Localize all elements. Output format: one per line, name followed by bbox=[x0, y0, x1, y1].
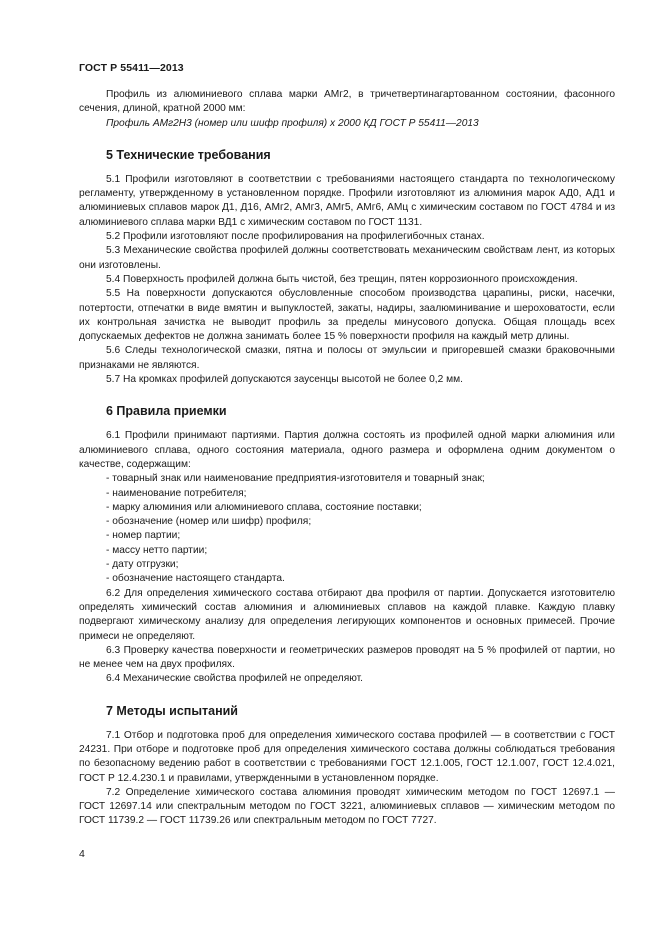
section-5-title: 5 Технические требования bbox=[106, 147, 271, 162]
clause-5-4: 5.4 Поверхность профилей должна быть чистой, без трещин, пятен коррозионного происхождения. bbox=[106, 273, 578, 285]
list-item: - дату отгрузки; bbox=[106, 559, 179, 571]
list-item: - наименование потребителя; bbox=[106, 487, 247, 499]
list-item: - марку алюминия или алюминиевого сплава, состояние поставки; bbox=[106, 501, 422, 513]
example-designation: Профиль АМг2Н3 (номер или шифр профиля) х 2000 КД ГОСТ Р 55411—2013 bbox=[106, 117, 479, 129]
clause-6-3: 6.3 Проверку качества поверхности и геометрических размеров проводят на 5 % профилей от партии, но не менее чем на двух профилях. bbox=[79, 644, 615, 671]
section-7-title: 7 Методы испытаний bbox=[106, 703, 238, 718]
clause-5-3: 5.3 Механические свойства профилей должны соответствовать механическим свойствам лент, из которых они изготовлены. bbox=[79, 245, 615, 271]
clause-5-1: 5.1 Профили изготовляют в соответствии с требованиями настоящего стандарта по технологическому регламенту, утвержденному в установленном порядке. Профили изготовляют из алюминия марок АД0, АД1 и алюминиевых сплавов марок Д1, Д16, АМг2, АМг3, АМг5, АМг6, АМц с химическим составом по ГОСТ 4784 и из алюминиевого сплава марки ВД1 с химическим составом по ГОСТ 1131. bbox=[79, 173, 615, 228]
section-6-title: 6 Правила приемки bbox=[106, 404, 227, 419]
clause-5-6: 5.6 Следы технологической смазки, пятна и полосы от эмульсии и пригоревшей смазки браковочными признаками не являются. bbox=[79, 345, 615, 371]
clause-6-1: 6.1 Профили принимают партиями. Партия должна состоять из профилей одной марки алюминия или алюминиевого сплава, одного состояния материала, одного размера и оформлена одним документом о качестве, содержащим: bbox=[79, 430, 615, 470]
clause-5-7: 5.7 На кромках профилей допускаются заусенцы высотой не более 0,2 мм. bbox=[106, 374, 463, 386]
list-item: - обозначение настоящего стандарта. bbox=[106, 573, 285, 585]
list-item: - обозначение (номер или шифр) профиля; bbox=[106, 516, 312, 528]
clause-7-1: 7.1 Отбор и подготовка проб для определения химического состава профилей — в соответствии с ГОСТ 24231. При отборе и подготовке проб для определения химического состава должны соблюдаться требования по безопасному ведению работ в соответствии с требованиями ГОСТ 12.1.005, ГОСТ 12.1.007, ГОСТ 12.4.021, ГОСТ Р 12.4.230.1 и правилами, утвержденными в установленном порядке. bbox=[79, 729, 615, 784]
page-number: 4 bbox=[79, 848, 85, 860]
clause-5-2: 5.2 Профили изготовляют после профилирования на профилегибочных станах. bbox=[106, 231, 485, 243]
document-body bbox=[79, 88, 615, 829]
list-item: - товарный знак или наименование предприятия-изготовителя и товарный знак; bbox=[106, 473, 485, 485]
clause-6-4: 6.4 Механические свойства профилей не определяют. bbox=[106, 673, 363, 685]
example-text: Профиль из алюминиевого сплава марки АМг2, в тричетвертинагартованном состоянии, фасонного сечения, длиной, кратной 2000 мм: bbox=[79, 89, 615, 115]
clause-7-2: 7.2 Определение химического состава алюминия проводят химическим методом по ГОСТ 12697.1 — ГОСТ 12697.14 или спектральным методом по ГОСТ 3221, алюминиевых сплавов — химическим методом по ГОСТ 11739.2 — ГОСТ 11739.26 или спектральным методом по ГОСТ 7727. bbox=[79, 786, 615, 827]
list-item: - массу нетто партии; bbox=[106, 544, 208, 556]
clause-5-5: 5.5 На поверхности допускаются обусловленные способом производства царапины, риски, насечки, потертости, отпечатки в виде вмятин и выпуклостей, закаты, надиры, заалюминивание и шероховатости, если их контрольная зачистка не выводит профиль за пределы минусового допуска. Общая площадь всех допускаемых дефектов не должна занимать более 15 % поверхности профиля на каждый метр длины. bbox=[79, 288, 615, 343]
list-item: - номер партии; bbox=[106, 530, 181, 542]
page-header-standard: ГОСТ Р 55411—2013 bbox=[79, 62, 184, 74]
clause-6-2: 6.2 Для определения химического состава отбирают два профиля от партии. Допускается изготовителю определять химический состав алюминия и алюминиевых сплавов на каждой плавке. Каждую плавку подвергают химическому анализу для определения легирующих компонентов и основных примесей. Прочие примеси не определяют. bbox=[79, 587, 615, 642]
